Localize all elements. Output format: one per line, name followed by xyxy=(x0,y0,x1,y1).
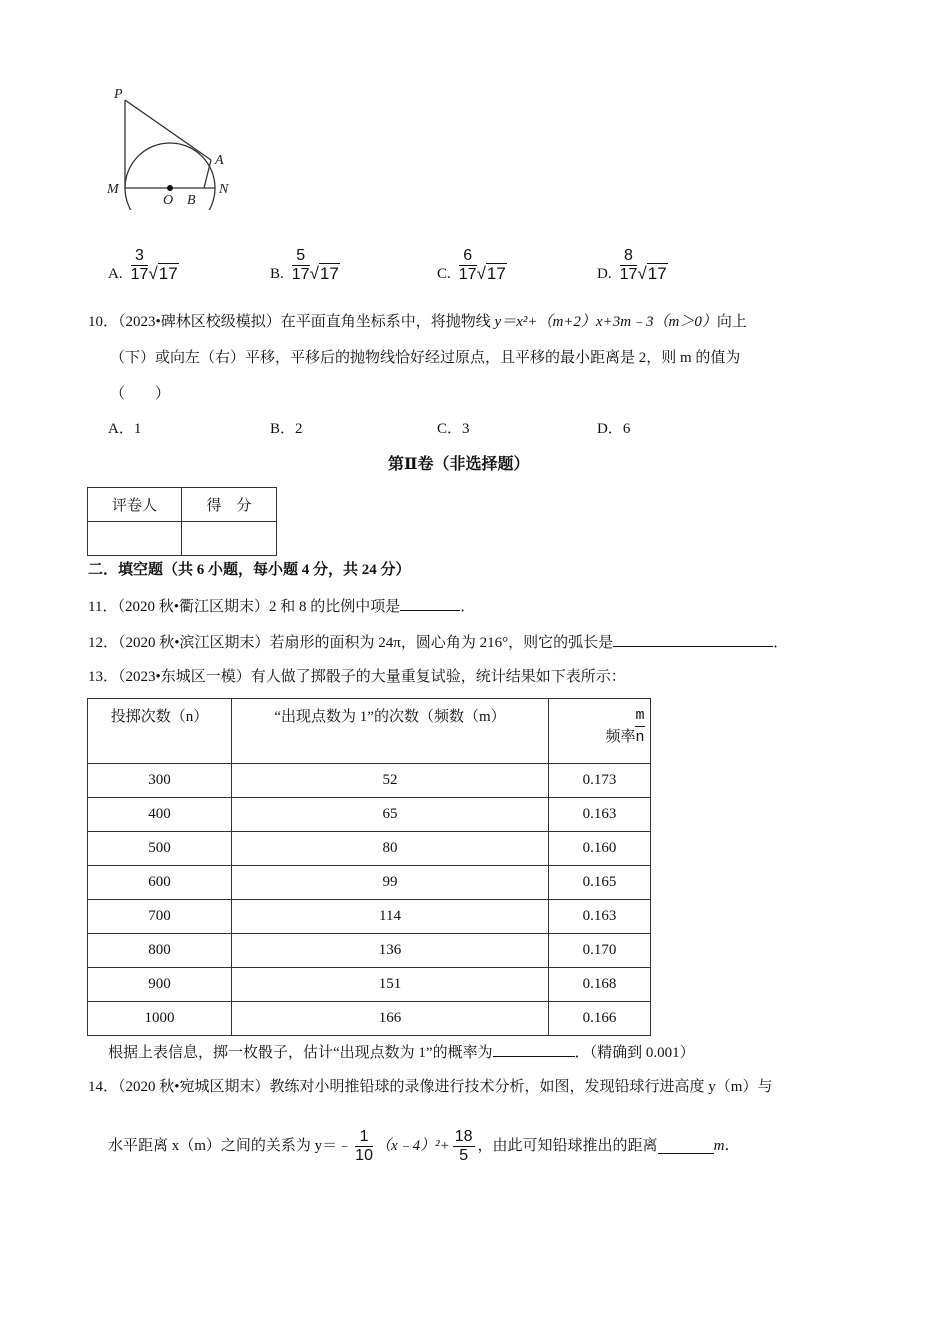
q11: 11．（2020 秋•衢江区期末）2 和 8 的比例中项是 ． xyxy=(88,596,475,617)
sqrt-symbol: √17 xyxy=(309,264,339,283)
table-row: 700 114 0.163 xyxy=(88,900,651,934)
header-throws: 投掷次数（n） xyxy=(88,699,232,764)
table-row: 800 136 0.170 xyxy=(88,934,651,968)
score-header: 得 分 xyxy=(182,488,277,522)
fraction: $\frac{3}{17}$ xyxy=(130,247,149,283)
q14-line1: 14．（2020 秋•宛城区期末）教练对小明推铅球的录像进行技术分析，如图，发现铅球行进高度 y（m）与 xyxy=(88,1079,773,1095)
answer-blank[interactable] xyxy=(493,1042,575,1057)
header-frequency: m 频率n xyxy=(549,699,651,764)
sqrt-symbol: √17 xyxy=(476,264,506,283)
score-cell[interactable] xyxy=(182,522,277,556)
table-row: 600 99 0.165 xyxy=(88,866,651,900)
table-row: 900 151 0.168 xyxy=(88,968,651,1002)
answer-blank[interactable] xyxy=(613,632,773,647)
grader-header: 评卷人 xyxy=(88,488,182,522)
grader-table xyxy=(87,487,277,556)
label-n: N xyxy=(219,182,229,197)
table-row: 300 52 0.173 xyxy=(88,764,651,798)
section-heading: 二．填空题（共 6 小题，每小题 4 分，共 24 分） xyxy=(88,562,411,578)
q12: 12．（2020 秋•滨江区期末）若扇形的面积为 24π，圆心角为 216°，则它的弧长是 ． xyxy=(88,632,788,653)
answer-blank[interactable] xyxy=(400,596,460,611)
q14-line2: 水平距离 x（m）之间的关系为 y＝﹣ $\frac{1}{10}$ （x﹣4）²+ $\frac{18}{5}$ ，由此可知铅球推出的距离 m． xyxy=(108,1127,740,1164)
table-row: 500 80 0.160 xyxy=(88,832,651,866)
q10-option-b[interactable]: B．2 xyxy=(270,421,303,437)
fraction: $\frac{1}{10}$ xyxy=(355,1127,373,1164)
q9-option-a[interactable]: A. $\frac{3}{17}$ √17 xyxy=(108,247,178,283)
label-b: B xyxy=(187,193,196,208)
grader-cell[interactable] xyxy=(88,522,182,556)
q10-line2: （下）或向左（右）平移，平移后的抛物线恰好经过原点，且平移的最小距离是 2，则 m 的值为 xyxy=(110,350,741,366)
q9-option-c[interactable]: C. $\frac{6}{17}$ √17 xyxy=(437,247,506,283)
label-o: O xyxy=(163,193,174,208)
q10-answer-paren: （ ） xyxy=(110,386,171,402)
header-count: “出现点数为 1”的次数（频数（m） xyxy=(232,699,549,764)
label-m: M xyxy=(107,182,119,197)
q13-followup: 根据上表信息，掷一枚骰子，估计“出现点数为 1”的概率为 ．（精确到 0.001） xyxy=(108,1042,695,1063)
q13: 13．（2023•东城区一模）有人做了掷骰子的大量重复试验，统计结果如下表所示： xyxy=(88,669,626,685)
fraction: $\frac{8}{17}$ xyxy=(619,247,638,283)
answer-blank[interactable] xyxy=(658,1139,714,1154)
sqrt-symbol: √17 xyxy=(148,264,178,283)
q9-option-d[interactable]: D. $\frac{8}{17}$ √17 xyxy=(597,247,667,283)
table-row: 1000 166 0.166 xyxy=(88,1002,651,1036)
label-p: P xyxy=(114,87,123,102)
fraction: $\frac{6}{17}$ xyxy=(458,247,477,283)
fraction: $\frac{5}{17}$ xyxy=(291,247,310,283)
q10-option-d[interactable]: D．6 xyxy=(597,421,631,437)
frequency-table xyxy=(87,698,651,1036)
fraction: $\frac{18}{5}$ xyxy=(454,1127,473,1164)
q9-option-b[interactable]: B. $\frac{5}{17}$ √17 xyxy=(270,247,339,283)
sqrt-symbol: √17 xyxy=(637,264,667,283)
geometry-figure xyxy=(100,80,250,210)
q10-line1: 10．（2023•碑林区校级模拟）在平面直角坐标系中，将抛物线 y＝x²+（m+2）x+3m﹣3（m＞0）向上 xyxy=(88,314,747,330)
label-a: A xyxy=(215,153,224,168)
q10-option-a[interactable]: A．1 xyxy=(108,421,142,437)
section-title: 第Ⅱ卷（非选择题） xyxy=(388,456,530,473)
table-row: 400 65 0.163 xyxy=(88,798,651,832)
q10-option-c[interactable]: C．3 xyxy=(437,421,470,437)
